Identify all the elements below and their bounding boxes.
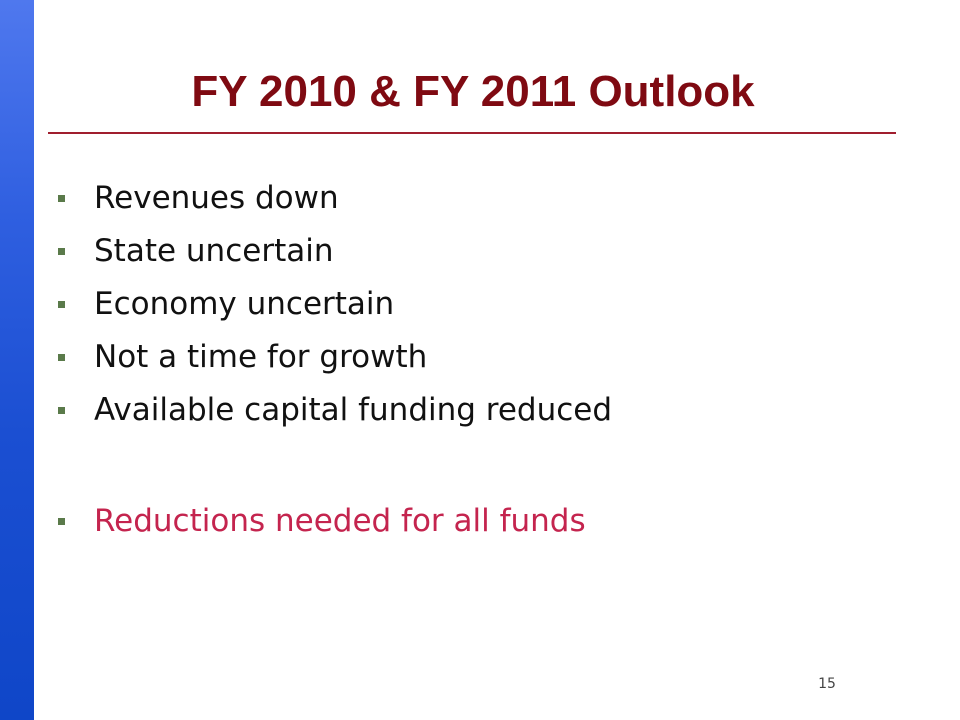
bullet-item — [58, 384, 612, 436]
bullet-text: Reductions needed for all funds — [94, 503, 586, 539]
square-bullet-icon — [58, 248, 65, 255]
bullet-text: Revenues down — [94, 180, 339, 216]
bullet-item-highlight — [58, 495, 586, 547]
square-bullet-icon — [58, 518, 65, 525]
square-bullet-icon — [58, 195, 65, 202]
bullet-item — [58, 331, 427, 383]
title-divider — [48, 132, 896, 134]
bullet-text: State uncertain — [94, 233, 334, 269]
page-number: 15 — [818, 676, 836, 692]
bullet-text: Not a time for growth — [94, 339, 428, 375]
slide-title: FY 2010 & FY 2011 Outlook — [191, 67, 755, 116]
square-bullet-icon — [58, 354, 65, 361]
bullet-text: Economy uncertain — [94, 286, 395, 322]
square-bullet-icon — [58, 301, 65, 308]
bullet-item — [58, 278, 394, 330]
left-accent-bar — [0, 0, 34, 720]
bullet-item — [58, 172, 339, 224]
bullet-text: Available capital funding reduced — [94, 392, 613, 428]
bullet-item — [58, 225, 333, 277]
square-bullet-icon — [58, 407, 65, 414]
